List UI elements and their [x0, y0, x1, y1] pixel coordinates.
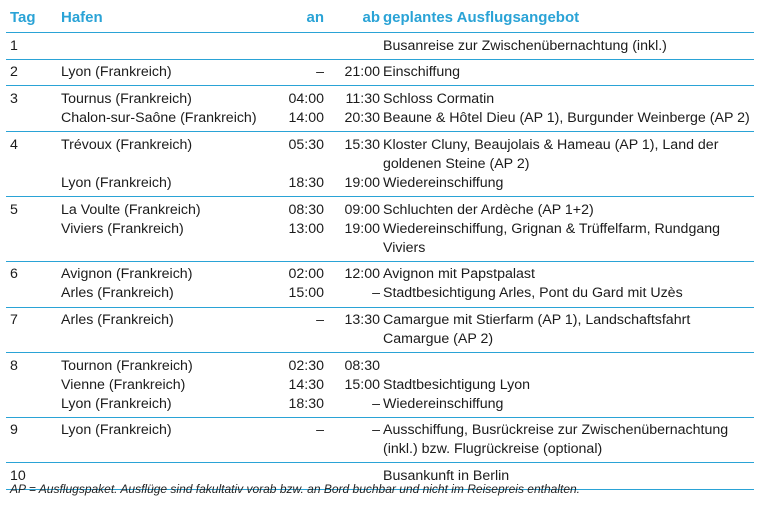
- cell-angebot: Stadtbesichtigung Arles, Pont du Gard mit Uzès: [383, 285, 683, 301]
- cell-tag: 2: [10, 64, 18, 80]
- cell-tag: 1: [10, 38, 18, 54]
- table-body: [6, 33, 754, 490]
- cell-angebot: Kloster Cluny, Beaujolais & Hameau (AP 1), Land der: [383, 137, 719, 153]
- row-line: [6, 136, 754, 155]
- cell-ab: 19:00: [344, 175, 380, 191]
- cell-angebot: (inkl.) bzw. Flugrückreise (optional): [383, 441, 603, 457]
- cell-ab: –: [372, 422, 380, 438]
- cell-ab: –: [372, 285, 380, 301]
- row-line: [6, 330, 754, 349]
- cell-hafen: Chalon-sur-Saône (Frankreich): [61, 110, 257, 126]
- table-row: [6, 197, 754, 262]
- row-line: [6, 311, 754, 330]
- cell-an: 04:00: [288, 91, 324, 107]
- cell-hafen: Arles (Frankreich): [61, 312, 174, 328]
- itinerary-table: [6, 3, 754, 490]
- cell-angebot: Avignon mit Papstpalast: [383, 266, 535, 282]
- cell-an: –: [316, 422, 324, 438]
- cell-hafen: Lyon (Frankreich): [61, 422, 172, 438]
- header-angebot: geplantes Ausflugsangebot: [383, 9, 580, 26]
- table-row: [6, 418, 754, 463]
- cell-tag: 10: [10, 468, 26, 484]
- row-line: [6, 395, 754, 414]
- cell-ab: 12:00: [344, 266, 380, 282]
- row-line: [6, 155, 754, 174]
- cell-angebot: Viviers: [383, 240, 426, 256]
- table-row: [6, 132, 754, 197]
- cell-hafen: Lyon (Frankreich): [61, 64, 172, 80]
- cell-an: 18:30: [288, 175, 324, 191]
- cell-hafen: Vienne (Frankreich): [61, 377, 186, 393]
- row-line: [6, 239, 754, 258]
- row-line: [6, 37, 754, 56]
- cell-an: 02:30: [288, 358, 324, 374]
- cell-ab: 09:00: [344, 202, 380, 218]
- cell-ab: 13:30: [344, 312, 380, 328]
- cell-tag: 9: [10, 422, 18, 438]
- cell-angebot: Stadtbesichtigung Lyon: [383, 377, 530, 393]
- header-ab: ab: [362, 9, 380, 26]
- cell-an: 02:00: [288, 266, 324, 282]
- cell-angebot: Ausschiffung, Busrückreise zur Zwischenübernachtung: [383, 422, 729, 438]
- cell-an: 08:30: [288, 202, 324, 218]
- cell-hafen: Viviers (Frankreich): [61, 221, 184, 237]
- footnote: AP = Ausflugspaket. Ausflüge sind fakultativ vorab bzw. an Bord buchbar und nicht im Reisepreis enthalten.: [10, 482, 580, 496]
- cell-angebot: Schluchten der Ardèche (AP 1+2): [383, 202, 594, 218]
- table-row: [6, 86, 754, 132]
- cell-angebot: Busankunft in Berlin: [383, 468, 510, 484]
- table-row: [6, 308, 754, 353]
- cell-hafen: Lyon (Frankreich): [61, 175, 172, 191]
- cell-tag: 5: [10, 202, 18, 218]
- cell-hafen: Arles (Frankreich): [61, 285, 174, 301]
- cell-angebot: Camargue mit Stierfarm (AP 1), Landschaftsfahrt: [383, 312, 691, 328]
- cell-angebot: Beaune & Hôtel Dieu (AP 1), Burgunder Weinberge (AP 2): [383, 110, 750, 126]
- cell-ab: 15:30: [344, 137, 380, 153]
- cell-angebot: Schloss Cormatin: [383, 91, 495, 107]
- table-row: [6, 262, 754, 308]
- cell-ab: 19:00: [344, 221, 380, 237]
- cell-hafen: Avignon (Frankreich): [61, 266, 193, 282]
- cell-ab: 15:00: [344, 377, 380, 393]
- row-line: [6, 265, 754, 284]
- cell-tag: 3: [10, 91, 18, 107]
- cell-an: 14:00: [288, 110, 324, 126]
- row-line: [6, 220, 754, 239]
- row-line: [6, 174, 754, 193]
- row-line: [6, 440, 754, 459]
- cell-angebot: Wiedereinschiffung, Grignan & Trüffelfarm, Rundgang: [383, 221, 721, 237]
- cell-tag: 8: [10, 358, 18, 374]
- cell-ab: –: [372, 396, 380, 412]
- row-line: [6, 201, 754, 220]
- cell-an: 15:00: [288, 285, 324, 301]
- cell-hafen: Lyon (Frankreich): [61, 396, 172, 412]
- cell-angebot: goldenen Steine (AP 2): [383, 156, 530, 172]
- header-an: an: [306, 9, 324, 26]
- row-line: [6, 63, 754, 82]
- row-line: [6, 284, 754, 303]
- row-line: [6, 421, 754, 440]
- row-line: [6, 90, 754, 109]
- table-row: [6, 60, 754, 86]
- cell-an: –: [316, 64, 324, 80]
- table-row: [6, 33, 754, 60]
- cell-an: –: [316, 312, 324, 328]
- cell-an: 18:30: [288, 396, 324, 412]
- cell-hafen: Trévoux (Frankreich): [61, 137, 193, 153]
- row-line: [6, 376, 754, 395]
- cell-tag: 4: [10, 137, 18, 153]
- cell-angebot: Einschiffung: [383, 64, 461, 80]
- cell-tag: 7: [10, 312, 18, 328]
- header-hafen: Hafen: [61, 9, 103, 26]
- cell-angebot: Wiedereinschiffung: [383, 175, 504, 191]
- table-header: [6, 3, 754, 33]
- cell-hafen: La Voulte (Frankreich): [61, 202, 201, 218]
- cell-ab: 21:00: [344, 64, 380, 80]
- cell-hafen: Tournus (Frankreich): [61, 91, 192, 107]
- row-line: [6, 357, 754, 376]
- cell-ab: 20:30: [344, 110, 380, 126]
- cell-angebot: Busanreise zur Zwischenübernachtung (inkl.): [383, 38, 667, 54]
- header-tag: Tag: [10, 9, 36, 26]
- cell-hafen: Tournon (Frankreich): [61, 358, 193, 374]
- cell-angebot: Wiedereinschiffung: [383, 396, 504, 412]
- cell-ab: 11:30: [345, 91, 380, 107]
- cell-an: 13:00: [288, 221, 324, 237]
- cell-tag: 6: [10, 266, 18, 282]
- row-line: [6, 109, 754, 128]
- cell-ab: 08:30: [344, 358, 380, 374]
- table-row: [6, 353, 754, 418]
- cell-an: 14:30: [288, 377, 324, 393]
- cell-an: 05:30: [288, 137, 324, 153]
- cell-angebot: Camargue (AP 2): [383, 331, 494, 347]
